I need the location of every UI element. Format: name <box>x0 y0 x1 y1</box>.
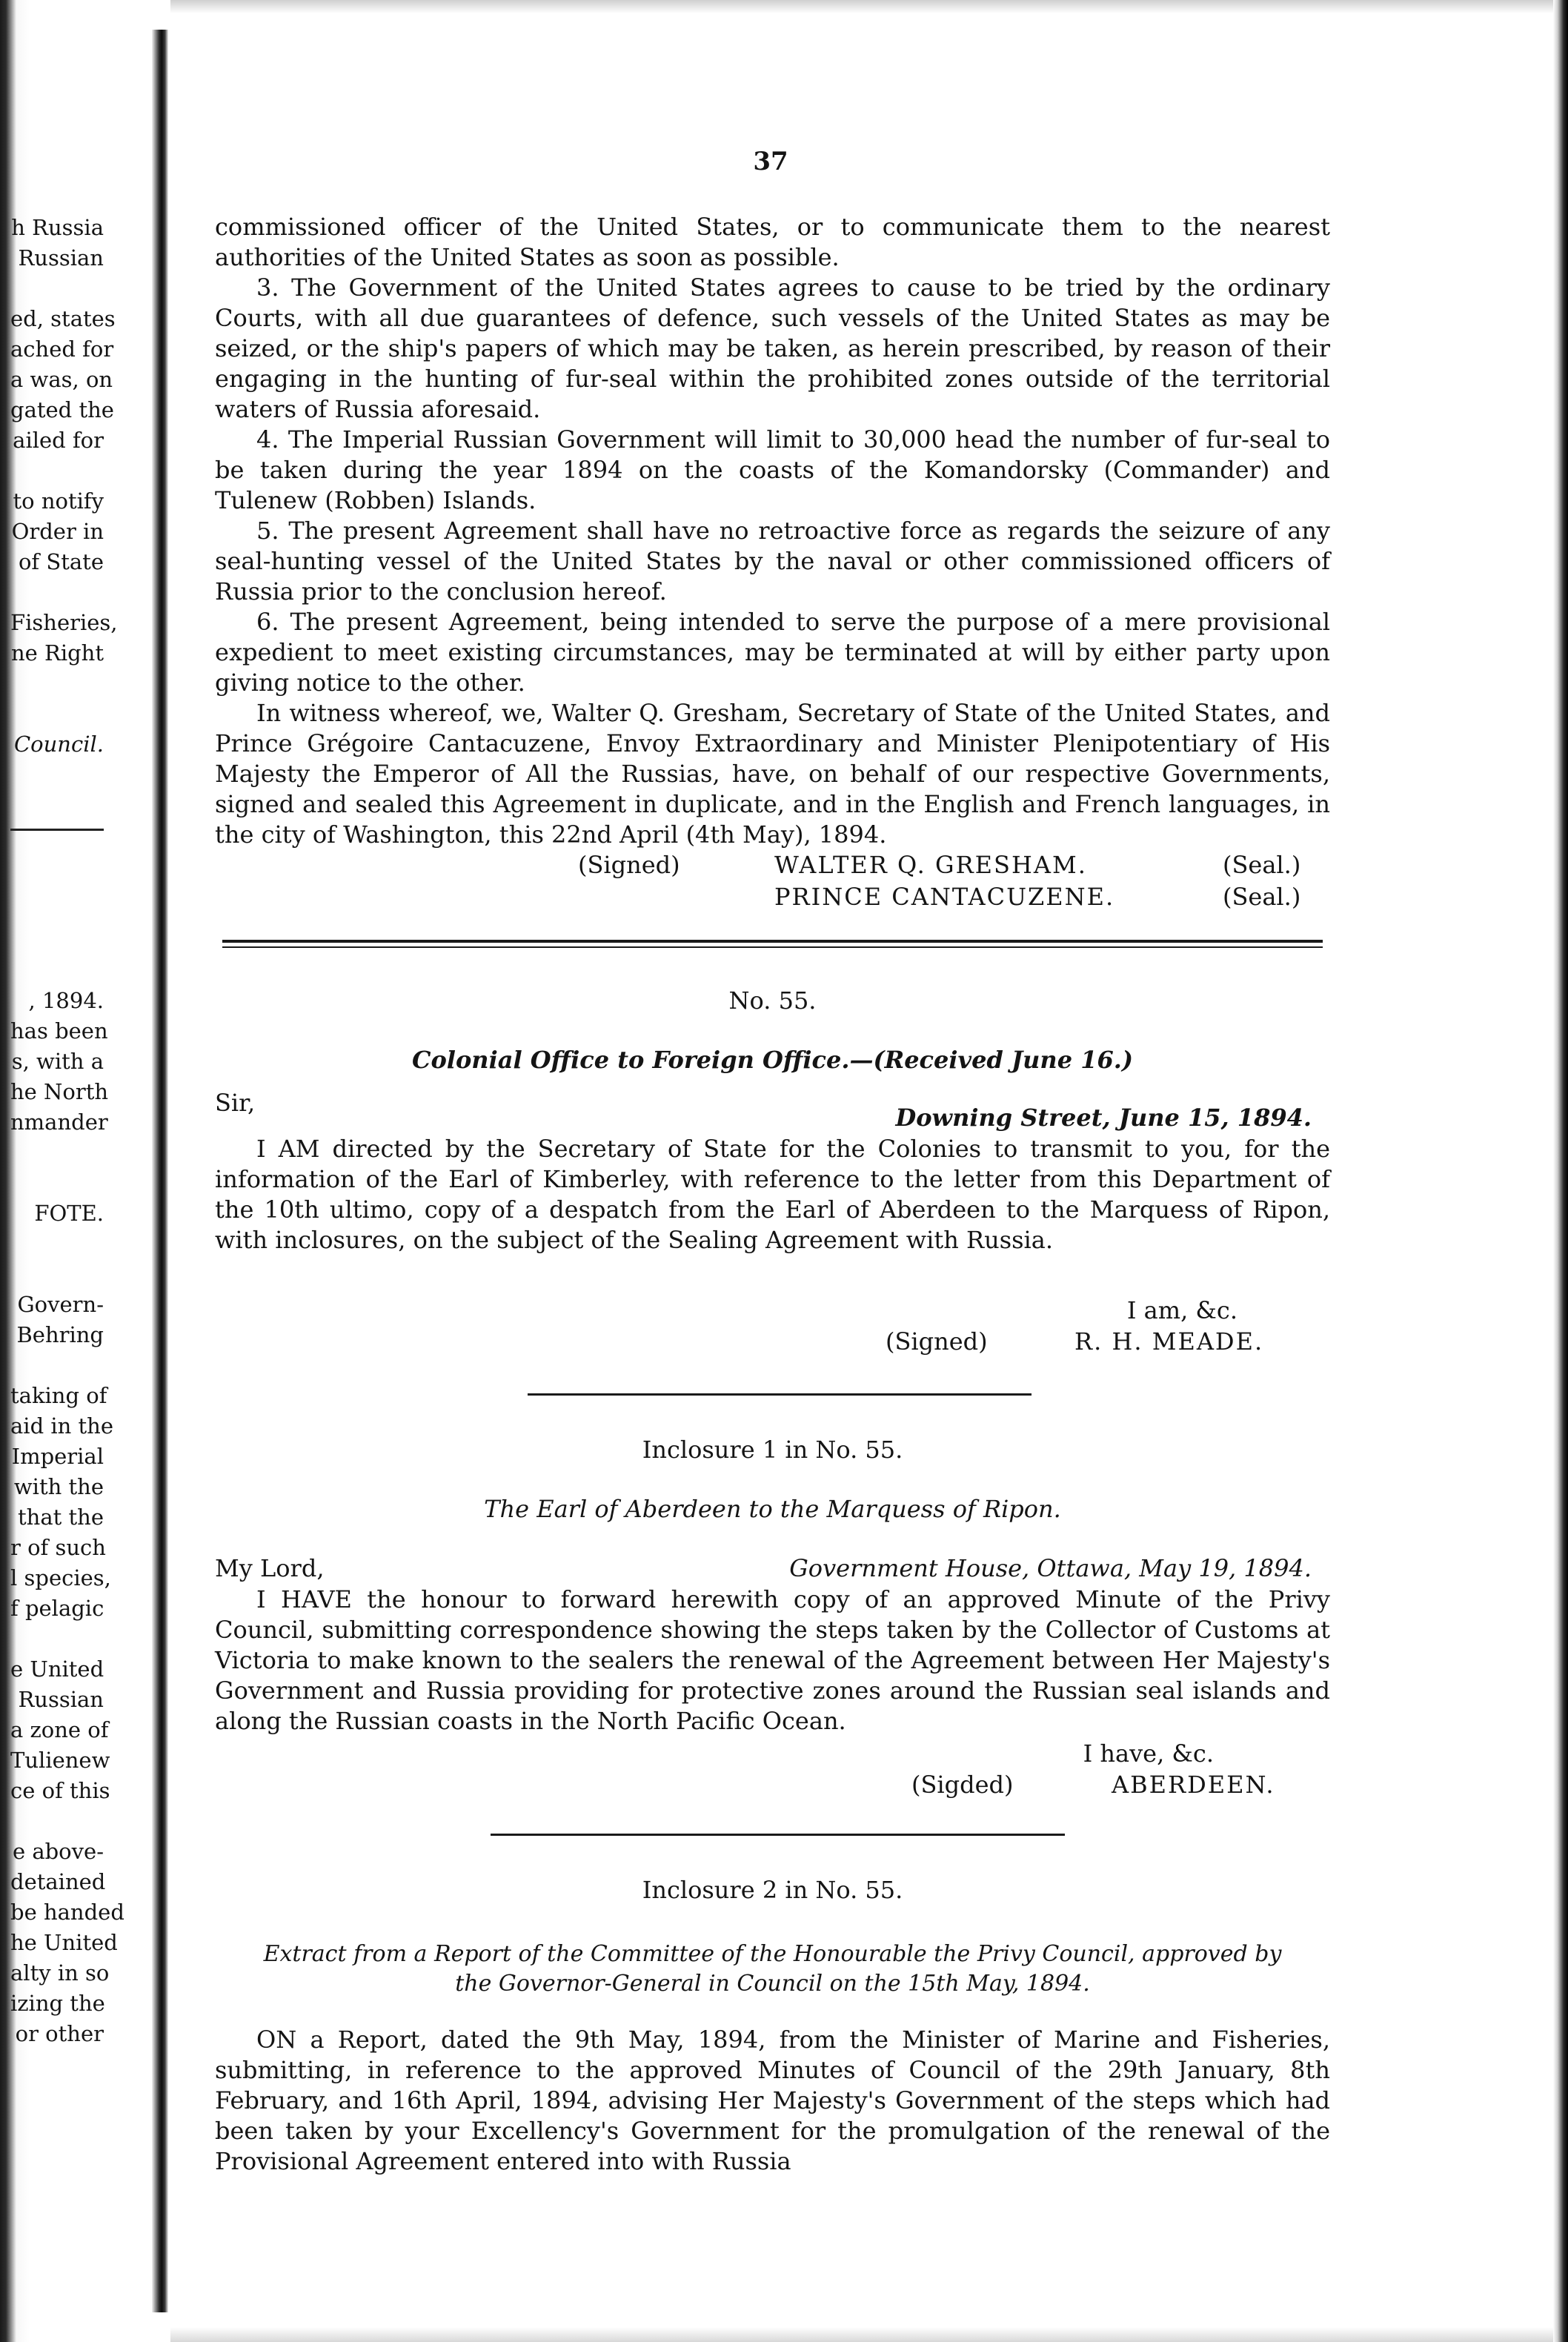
left-page-line: h Russia <box>11 215 104 240</box>
left-page-line: s, with a <box>11 1049 104 1074</box>
inclosure2-body <box>215 2025 1330 2177</box>
left-page-line: Order in <box>11 519 104 544</box>
agreement-witness <box>215 698 1330 850</box>
left-page-line: aid in the <box>10 1413 114 1439</box>
signatory-gresham: WALTER Q. GRESHAM. <box>774 851 1087 879</box>
left-page-line: e above- <box>12 1839 104 1864</box>
left-page-line: l species, <box>10 1565 111 1590</box>
left-page-line: Govern- <box>17 1292 104 1317</box>
left-page-line: a was, on <box>10 367 113 392</box>
inclosure2-heading: Inclosure 2 in No. 55. <box>642 1876 903 1904</box>
inclosure2-subtitle-line-1: Extract from a Report of the Committee of the Honourable the Privy Council, approved by <box>263 1941 1282 1967</box>
inclosure1-signature: ABERDEEN. <box>1112 1771 1275 1799</box>
article-3-text: 3. The Government of the United States agrees to cause to be tried by the ordinary Courts, with all due guarantees of defence, such vessels of the United States as may be seized, or the ship's papers of which may be taken, as herein prescribed, by reason of their engaging in the hunting of fur-seal within the prohibited zones outside of the territorial waters of Russia aforesaid. <box>215 273 1330 423</box>
page-number: 37 <box>753 147 788 176</box>
inclosure1-salutation: My Lord, <box>215 1554 325 1582</box>
left-page-line <box>10 1806 104 1837</box>
left-page-line: ce of this <box>10 1778 110 1803</box>
left-page-line: of State <box>18 549 104 574</box>
no55-body-lead: I AM <box>256 1135 320 1163</box>
left-page-line <box>10 577 104 608</box>
left-page-line: izing the <box>10 1991 105 2016</box>
agreement-continuation <box>215 212 1330 273</box>
left-page-line: Council. <box>13 732 104 757</box>
left-page-line: Tulienew <box>10 1748 110 1773</box>
left-page-line <box>10 273 104 304</box>
left-page-fragment-lower <box>10 986 124 2049</box>
agreement-signature-row-2 <box>215 882 1330 912</box>
book-gutter <box>152 30 168 2312</box>
inclosure1-closing: I have, &c. <box>1083 1739 1214 1768</box>
left-page-line <box>10 1624 104 1654</box>
seal-label-1: (Seal.) <box>1223 851 1301 879</box>
right-page-edge <box>1553 0 1568 2342</box>
left-page-line <box>10 1138 104 1168</box>
agreement-continuation-text: commissioned officer of the United States, or to communicate them to the nearest authorities of the United States as soon as possible. <box>215 213 1330 271</box>
no55-signed-label: (Signed) <box>886 1327 988 1356</box>
no55-salutation: Sir, <box>215 1089 256 1117</box>
inclosure1-signature-row <box>215 1770 1330 1800</box>
left-page-line: Fisheries, <box>10 610 118 635</box>
left-page-fragment-upper <box>10 213 118 760</box>
top-scan-shadow <box>170 0 1553 13</box>
left-page-line: has been <box>10 1018 108 1044</box>
left-page-line: a zone of <box>10 1717 109 1742</box>
signed-label: (Signed) <box>578 851 680 879</box>
left-page-line <box>10 699 104 729</box>
left-page-line: with the <box>13 1474 104 1499</box>
agreement-article-6 <box>215 607 1330 698</box>
no55-body <box>215 1134 1330 1255</box>
bottom-scan-shadow <box>170 2327 1553 2342</box>
no55-dateline: Downing Street, June 15, 1894. <box>895 1104 1312 1132</box>
seal-label-2: (Seal.) <box>1223 883 1301 911</box>
no55-body-text: directed by the Secretary of State for the Colonies to transmit to you, for the information of the Earl of Kimberley, with reference to the letter from this Department of the 10th ultimo, copy of a despatch from the Earl of Aberdeen to the Marquess of Ripon, with inclosures, on the subject of the Sealing Agreement with Russia. <box>215 1135 1331 1254</box>
agreement-signature-row-1 <box>215 850 1330 880</box>
inclosure2-subtitle-line-2: the Governor-General in Council on the 15th May, 1894. <box>455 1971 1090 1997</box>
left-page-line: he North <box>10 1079 109 1104</box>
left-page-line: Russian <box>18 1687 104 1712</box>
left-page-line: ailed for <box>13 428 104 453</box>
left-page-line: ed, states <box>10 306 116 331</box>
no55-subtitle: Colonial Office to Foreign Office.—(Received June 16.) <box>411 1046 1133 1074</box>
article-4-text: 4. The Imperial Russian Government will limit to 30,000 head the number of fur-seal to be taken during the year 1894 on the coasts of the Komandorsky (Commander) and Tulenew (Robben) Islands. <box>215 425 1330 514</box>
left-page-line: that the <box>18 1505 104 1530</box>
no55-short-rule <box>528 1393 1032 1396</box>
left-page-line: r of such <box>10 1535 106 1560</box>
left-page-line: gated the <box>10 397 114 422</box>
article-5-text: 5. The present Agreement shall have no retroactive force as regards the seizure of any seal-hunting vessel of the United States by the naval or other commissioned officers of Russia prior to the conclusion hereof. <box>215 517 1330 606</box>
section-divider-double-lower <box>222 946 1323 948</box>
left-page-line: FOTE. <box>34 1201 104 1226</box>
left-page-line: be handed <box>10 1900 124 1925</box>
left-page-line: , 1894. <box>28 988 104 1013</box>
signatory-cantacuzene: PRINCE CANTACUZENE. <box>774 883 1115 911</box>
left-page-line: taking of <box>10 1383 107 1408</box>
no55-heading: No. 55. <box>728 986 817 1015</box>
left-page-line <box>10 1350 104 1381</box>
left-page-line <box>10 1229 104 1259</box>
inclosure1-rule <box>491 1834 1065 1836</box>
left-page-line <box>10 1259 104 1290</box>
left-page-line: ached for <box>10 336 114 362</box>
section-divider-double-upper <box>222 940 1323 943</box>
inclosure1-heading: Inclosure 1 in No. 55. <box>642 1436 903 1464</box>
left-page-line: detained <box>10 1869 106 1894</box>
left-page-line: Behring <box>16 1322 104 1347</box>
left-page-line: to notify <box>13 488 104 514</box>
agreement-article-3 <box>215 273 1330 425</box>
inclosure2-body-text: a Report, dated the 9th May, 1894, from the Minister of Marine and Fisheries, submitting, in reference to the approved Minutes of Council of the 29th January, 8th February, and 16th April, 1894, advising Her Majesty's Government of the steps which had been taken by your Excellency's Government for the promulgation of the renewal of the Provisional Agreement entered into with Russia <box>215 2026 1330 2175</box>
left-page-line: ne Right <box>10 640 104 666</box>
no55-signature-row <box>215 1327 1330 1357</box>
inclosure1-dateline: Government House, Ottawa, May 19, 1894. <box>789 1554 1312 1582</box>
left-page-line: Russian <box>18 245 104 271</box>
left-page-line: or other <box>15 2021 104 2046</box>
left-page-line <box>10 456 104 486</box>
left-page-rule <box>10 829 104 831</box>
inclosure1-signed-label: (Sigded) <box>911 1771 1014 1799</box>
article-6-text: 6. The present Agreement, being intended to serve the purpose of a mere provisional expedient to meet existing circumstances, may be terminated at will by either party upon giving notice to the other. <box>215 608 1330 697</box>
left-page-line: nmander <box>10 1109 108 1135</box>
inclosure1-body <box>215 1585 1330 1736</box>
inclosure1-body-text: the honour to forward herewith copy of an approved Minute of the Privy Council, submitting correspondence showing the steps taken by the Collector of Customs at Victoria to make known to the sealers the renewal of the Agreement between Her Majesty's Government and Russia providing for protective zones around the Russian seal islands and along the Russian coasts in the North Pacific Ocean. <box>215 1585 1331 1735</box>
no55-signature: R. H. MEADE. <box>1074 1327 1264 1356</box>
witness-text: In witness whereof, we, Walter Q. Gresham, Secretary of State of the United States, and Prince Grégoire Cantacuzene, Envoy Extraordinary and Minister Plenipotentiary of His Majesty the Emperor of All the Russias, have, on behalf of our respective Governments, signed and sealed this Agreement in duplicate, and in the English and French languages, in the city of Washington, this 22nd April (4th May), 1894. <box>215 699 1330 849</box>
left-page-line: Imperial <box>11 1444 104 1469</box>
inclosure1-subtitle: The Earl of Aberdeen to the Marquess of Ripon. <box>484 1495 1061 1523</box>
agreement-article-5 <box>215 516 1330 607</box>
left-page-line: alty in so <box>10 1960 110 1986</box>
left-page-line: he United <box>10 1930 118 1955</box>
left-page-line <box>10 669 104 699</box>
left-page-line: e United <box>10 1656 104 1682</box>
inclosure2-body-lead: ON <box>256 2026 297 2054</box>
inclosure1-body-lead: I HAVE <box>256 1585 352 1613</box>
agreement-article-4 <box>215 425 1330 516</box>
left-page-line: f pelagic <box>10 1596 104 1621</box>
left-page-line <box>10 1168 104 1198</box>
no55-closing: I am, &c. <box>1126 1296 1238 1324</box>
